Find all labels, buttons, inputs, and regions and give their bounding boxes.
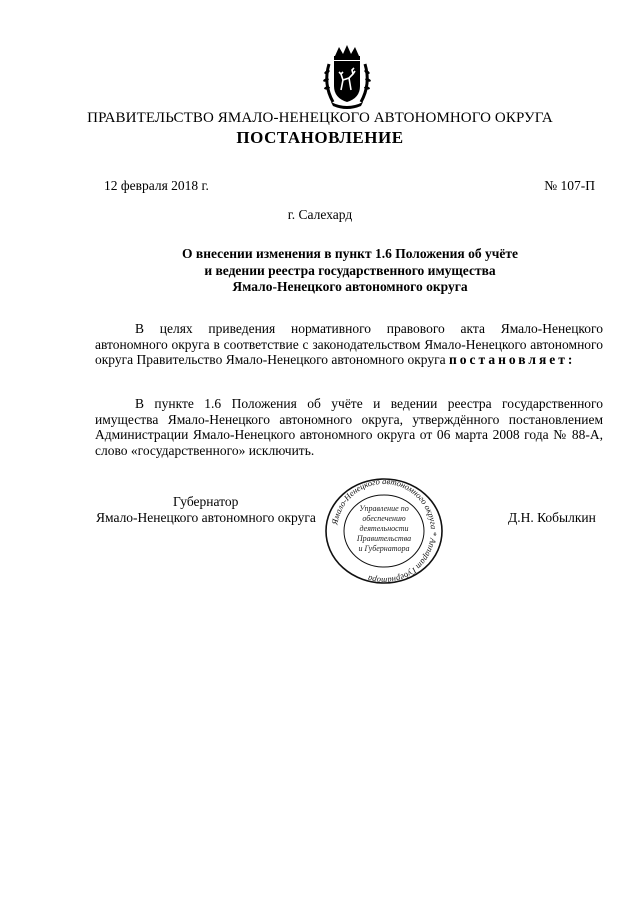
resolves-word: постановляет: — [449, 352, 576, 367]
stamp-ring-text: Ямало-Ненецкого автономного округа * Аппарат Губернатора — [329, 476, 440, 586]
document-subject — [100, 246, 600, 296]
preamble-text: В целях приведения нормативного правового акта Ямало-Ненецкого автономного округа в соответствие с законодательством Ямало-Ненецкого автономного округа Правительство Ямало-Ненецкого автономного округа — [95, 321, 603, 367]
coat-of-arms-emblem — [319, 44, 375, 110]
clause-paragraph: В пункте 1.6 Положения об учёте и ведении реестра государственного имущества Ямало-Ненецкого автономного округа, утверждённого постановлением Администрации Ямало-Ненецкого автономного округа от 06 марта 2008 года № 88-А, слово «государственного» исключить. — [95, 396, 603, 458]
document-date: 12 февраля 2018 г. — [104, 178, 209, 193]
stamp-line: обеспечению — [362, 514, 406, 523]
preamble-paragraph — [95, 321, 603, 368]
stamp-line: Правительства — [356, 534, 412, 543]
signatory-region: Ямало-Ненецкого автономного округа — [96, 510, 316, 525]
stamp-inner-text — [346, 504, 422, 554]
document-number: № 107-П — [544, 178, 595, 193]
document-type: ПОСТАНОВЛЕНИЕ — [236, 128, 404, 147]
subject-line: О внесении изменения в пункт 1.6 Положения об учёте — [182, 246, 518, 261]
stamp-line: и Губернатора — [358, 544, 410, 553]
stamp-line: деятельности — [359, 524, 409, 533]
subject-line: Ямало-Ненецкого автономного округа — [232, 279, 468, 294]
signatory-name: Д.Н. Кобылкин — [508, 510, 596, 525]
document-city: г. Салехард — [287, 207, 353, 222]
stamp-line: Управление по — [359, 504, 409, 513]
subject-line: и ведении реестра государственного имущества — [204, 262, 496, 278]
government-title: ПРАВИТЕЛЬСТВО ЯМАЛО-НЕНЕЦКОГО АВТОНОМНОГО ОКРУГА — [87, 110, 553, 126]
signatory-title: Губернатор — [173, 494, 239, 509]
